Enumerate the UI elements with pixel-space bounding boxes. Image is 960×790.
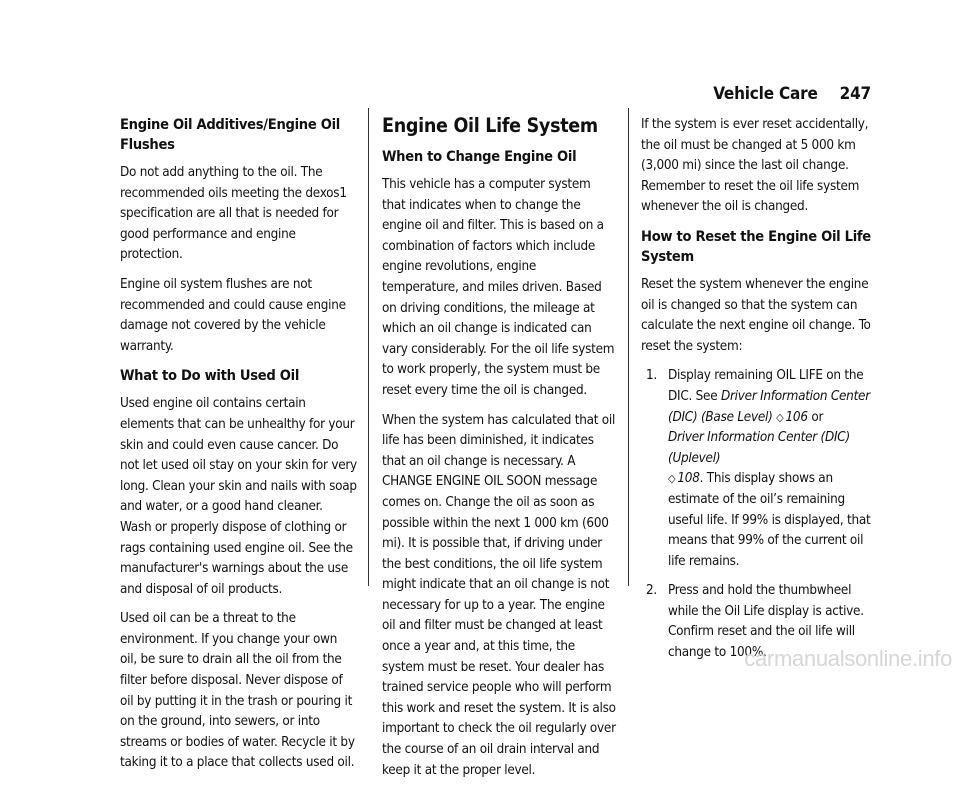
page-reference[interactable]: 108 bbox=[677, 471, 700, 487]
paragraph: If the system is ever reset accidentally, the oil must be changed at 5 000 km (3,000 mi) since the last oil change. Remember to reset the oil life system whenever the oil is changed. bbox=[641, 117, 869, 215]
page-reference[interactable]: 106 bbox=[785, 409, 808, 425]
paragraph: Reset the system whenever the engine oil is changed so that the system can calculate the next engine oil change. To reset the system: bbox=[641, 276, 871, 354]
paragraph: Used engine oil contains certain elements that can be unhealthy for your skin and could even cause cancer. Do not let used oil stay on your skin for very long. Clean your skin and nails with soap and water, or a good hand cleaner. Wash or properly dispose of clothing or rags containing used engine oil. See the manufacturer's warnings about the use and disposal of oil products. bbox=[120, 396, 357, 597]
paragraph: Engine oil system flushes are not recommended and could cause engine damage not covered by the vehicle warranty. bbox=[120, 276, 346, 354]
paragraph: When the system has calculated that oil life has been diminished, it indicates that an oil change is necessary. A CHANGE ENGINE OIL SOON message comes on. Change the oil as soon as possible within the next 1 000 km (600 mi). It is possible that, if driving under the best conditions, the oil life system might indicate that an oil change is not necessary for up to a year. The engine oil and filter must be changed at least once a year and, at this time, the system must be reset. Your dealer has trained service people who will perform this work and reset the system. It is also important to check the oil regularly over the course of an oil drain interval and keep it at the proper level. bbox=[382, 412, 616, 778]
column-middle bbox=[382, 115, 616, 790]
page-reference-icon: ◇ bbox=[668, 472, 676, 486]
column-divider-right bbox=[628, 108, 629, 586]
cross-reference-link[interactable]: Driver Information Center (DIC) (Uplevel) bbox=[668, 430, 850, 466]
page-header bbox=[713, 84, 871, 104]
heading-when-to-change: When to Change Engine Oil bbox=[382, 148, 577, 165]
column-left bbox=[120, 115, 357, 783]
list-item bbox=[641, 366, 875, 572]
column-right bbox=[641, 115, 875, 673]
step-text: Press and hold the thumbwheel while the Oil Life display is active. Confirm reset and the oil life will change to 100%. bbox=[668, 583, 864, 661]
watermark: carmanualsonline.info bbox=[744, 646, 952, 671]
heading-reset-oil-life: How to Reset the Engine Oil Life System bbox=[641, 227, 871, 265]
step-text: or bbox=[811, 409, 824, 425]
section-heading-oil-life-system: Engine Oil Life System bbox=[382, 114, 598, 137]
reset-steps-list bbox=[641, 366, 875, 663]
step-text: Display remaining OIL LIFE on the DIC. See bbox=[668, 368, 864, 404]
paragraph: This vehicle has a computer system that indicates when to change the engine oil and filter. This is based on a combination of factors which include engine revolutions, engine temperature, and miles driven. Based on driving conditions, the mileage at which an oil change is indicated can vary considerably. For the oil life system to work properly, the system must be reset every time the oil is changed. bbox=[382, 177, 615, 398]
section-title: Vehicle Care bbox=[713, 84, 818, 104]
column-divider-left bbox=[368, 108, 369, 586]
step-text: . This display shows an estimate of the oil’s remaining useful life. If 99% is displayed, that means that 99% of the current oil life remains. bbox=[668, 471, 871, 569]
paragraph: Do not add anything to the oil. The recommended oils meeting the dexos1 specification are all that is needed for good performance and engine protection. bbox=[120, 165, 347, 263]
paragraph: Used oil can be a threat to the environment. If you change your own oil, be sure to drain all the oil from the filter before disposal. Never dispose of oil by putting it in the trash or pouring it on the ground, into sewers, or into streams or bodies of water. Recycle it by taking it to a place that collects used oil. bbox=[120, 611, 355, 771]
cross-reference-link[interactable]: Driver Information Center (DIC) (Base Level) bbox=[668, 388, 870, 425]
step-number: 2. bbox=[646, 583, 657, 599]
step-number: 1. bbox=[646, 368, 657, 384]
heading-used-oil: What to Do with Used Oil bbox=[120, 367, 300, 385]
page-reference-icon: ◇ bbox=[776, 410, 784, 424]
heading-oil-additives: Engine Oil Additives/Engine Oil Flushes bbox=[120, 116, 340, 153]
page-number: 247 bbox=[839, 84, 871, 104]
